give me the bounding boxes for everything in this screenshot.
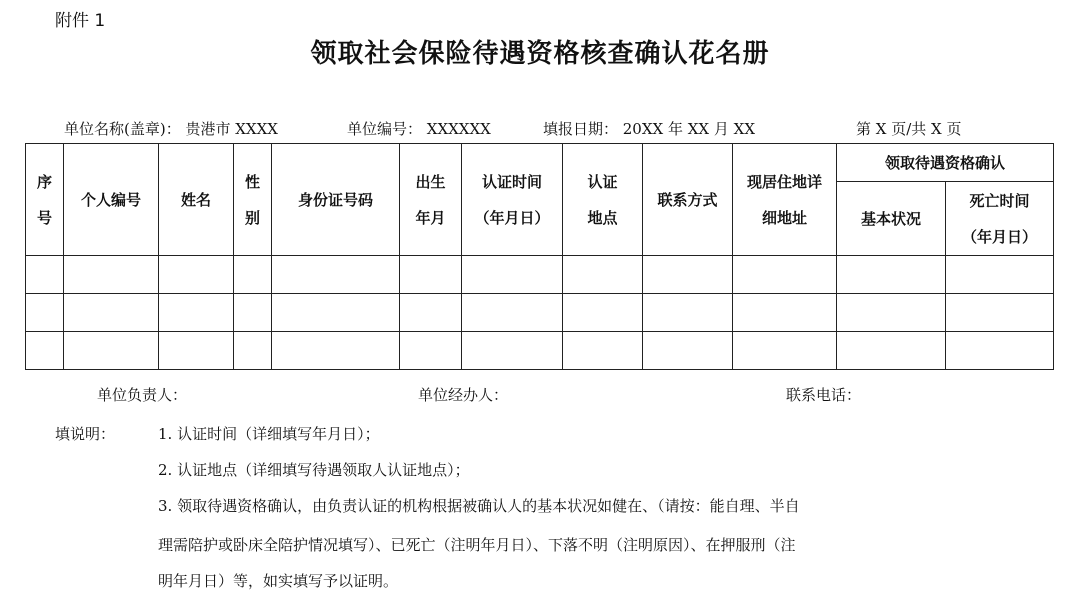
note-line-4: 理需陪护或卧床全陪护情况填写）、已死亡（注明年月日）、下落不明（注明原因）、在押服刑（注 xyxy=(158,536,796,554)
note-line-3: 3. 领取待遇资格确认，由负责认证的机构根据被确认人的基本状况如健在、（请按：能自理、半自 xyxy=(158,497,800,515)
table-cell[interactable] xyxy=(400,332,462,370)
note-line-5: 明年月日）等，如实填写予以证明。 xyxy=(158,572,399,590)
table-cell[interactable] xyxy=(563,256,643,294)
table-cell[interactable] xyxy=(643,294,733,332)
table-cell[interactable] xyxy=(64,332,159,370)
header-contact: 联系方式 xyxy=(643,144,733,256)
table-cell[interactable] xyxy=(643,256,733,294)
table-cell[interactable] xyxy=(837,294,946,332)
fill-date-field: 填报日期： 20XX 年 XX 月 XX xyxy=(543,120,756,138)
table-cell[interactable] xyxy=(837,256,946,294)
table-cell[interactable] xyxy=(159,332,234,370)
table-cell[interactable] xyxy=(272,294,400,332)
table-row xyxy=(26,332,1054,370)
header-address: 现居住地详 细地址 xyxy=(733,144,837,256)
table-cell[interactable] xyxy=(234,294,272,332)
table-cell[interactable] xyxy=(462,332,563,370)
table-cell[interactable] xyxy=(234,256,272,294)
table-cell[interactable] xyxy=(400,294,462,332)
header-gender: 性 别 xyxy=(234,144,272,256)
unit-handler-label: 单位经办人： xyxy=(418,386,509,404)
table-cell[interactable] xyxy=(946,294,1054,332)
header-id-number: 身份证号码 xyxy=(272,144,400,256)
header-basic-status: 基本状况 xyxy=(837,182,946,256)
unit-name-field: 单位名称(盖章)： 贵港市 XXXX xyxy=(64,120,278,138)
table-cell[interactable] xyxy=(733,256,837,294)
page-number: 第 X 页/共 X 页 xyxy=(856,120,962,138)
table-cell[interactable] xyxy=(64,256,159,294)
notes-label: 填说明： xyxy=(55,425,116,443)
table-cell[interactable] xyxy=(64,294,159,332)
attachment-label: 附件 1 xyxy=(55,11,106,31)
header-cert-time: 认证时间 （年月日） xyxy=(462,144,563,256)
header-personal-id: 个人编号 xyxy=(64,144,159,256)
table-cell[interactable] xyxy=(643,332,733,370)
header-seq: 序 号 xyxy=(26,144,64,256)
table-cell[interactable] xyxy=(26,332,64,370)
table-cell[interactable] xyxy=(159,256,234,294)
unit-code-field: 单位编号： XXXXXX xyxy=(347,120,491,138)
header-name: 姓名 xyxy=(159,144,234,256)
document-title: 领取社会保险待遇资格核查确认花名册 xyxy=(310,39,770,69)
table-cell[interactable] xyxy=(563,332,643,370)
header-cert-place: 认证 地点 xyxy=(563,144,643,256)
table-cell[interactable] xyxy=(733,294,837,332)
table-cell[interactable] xyxy=(733,332,837,370)
note-line-2: 2. 认证地点（详细填写待遇领取人认证地点）； xyxy=(158,461,470,479)
table-cell[interactable] xyxy=(563,294,643,332)
table-cell[interactable] xyxy=(234,332,272,370)
table-cell[interactable] xyxy=(159,294,234,332)
table-cell[interactable] xyxy=(462,294,563,332)
header-birth: 出生 年月 xyxy=(400,144,462,256)
table-cell[interactable] xyxy=(26,294,64,332)
table-cell[interactable] xyxy=(26,256,64,294)
table-cell[interactable] xyxy=(272,332,400,370)
table-cell[interactable] xyxy=(462,256,563,294)
unit-head-label: 单位负责人： xyxy=(97,386,188,404)
table-row xyxy=(26,294,1054,332)
roster-table xyxy=(25,143,1054,370)
header-death-time: 死亡时间 （年月日） xyxy=(946,182,1054,256)
header-row-1 xyxy=(26,144,1054,182)
table-cell[interactable] xyxy=(272,256,400,294)
table-row xyxy=(26,256,1054,294)
table-cell[interactable] xyxy=(400,256,462,294)
table-cell[interactable] xyxy=(946,256,1054,294)
table-cell[interactable] xyxy=(946,332,1054,370)
note-line-1: 1. 认证时间（详细填写年月日）； xyxy=(158,425,380,443)
header-eligibility-group: 领取待遇资格确认 xyxy=(837,144,1054,182)
contact-phone-label: 联系电话： xyxy=(786,386,862,404)
table-cell[interactable] xyxy=(837,332,946,370)
